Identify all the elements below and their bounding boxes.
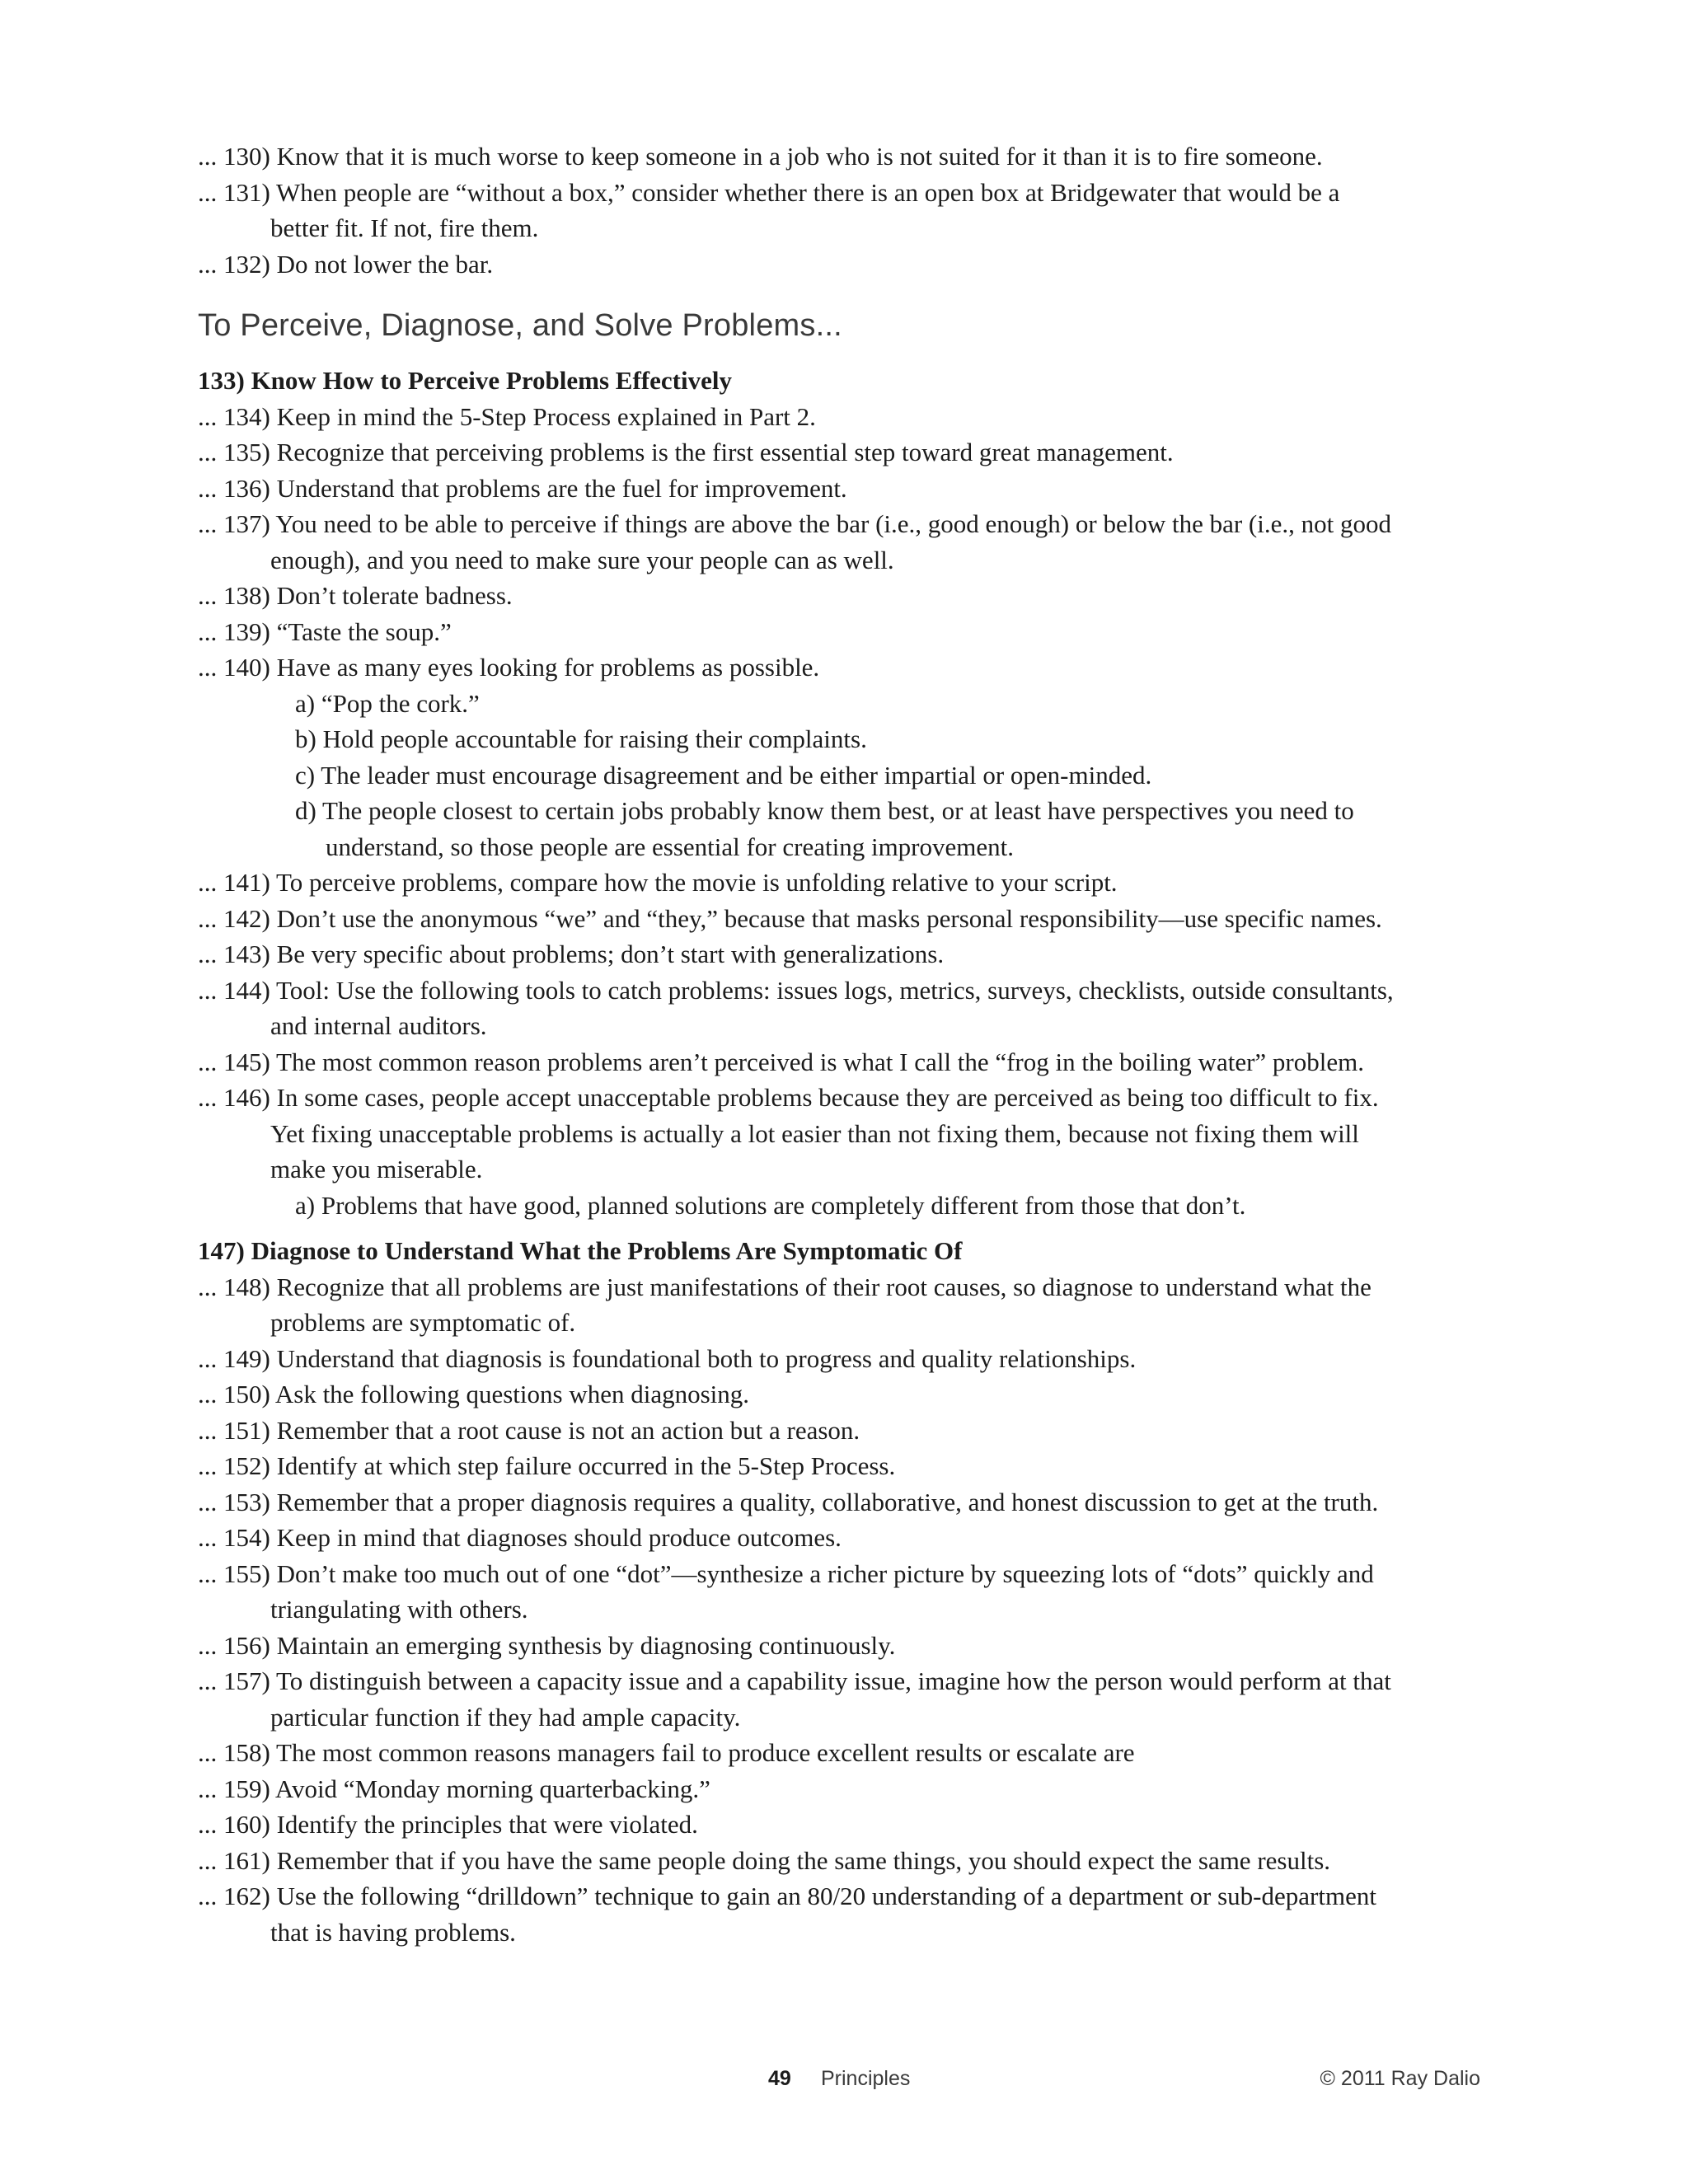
principle-line: that is having problems.: [270, 1917, 516, 1947]
principle-line: ... 159) Avoid “Monday morning quarterbacking.”: [198, 1774, 710, 1803]
principle-line: ... 151) Remember that a root cause is not an action but a reason.: [198, 1415, 860, 1445]
principle-line: ... 158) The most common reasons managers fail to produce excellent results or escalate are: [198, 1738, 1135, 1767]
principle-line: ... 131) When people are “without a box,” consider whether there is an open box at Bridgewater that would be a: [198, 177, 1340, 207]
principle-line: d) The people closest to certain jobs probably know them best, or at least have perspectives you need to: [295, 796, 1354, 825]
footer-copyright: © 2011 Ray Dalio: [1320, 2067, 1480, 2090]
principle-line: ... 132) Do not lower the bar.: [198, 249, 494, 279]
principle-line: ... 149) Understand that diagnosis is foundational both to progress and quality relationships.: [198, 1343, 1137, 1373]
principle-line: ... 145) The most common reason problems aren’t perceived is what I call the “frog in the boiling water” problem.: [198, 1047, 1364, 1076]
principle-line: ... 130) Know that it is much worse to keep someone in a job who is not suited for it than it is to fire someone.: [198, 142, 1323, 171]
principle-line: ... 154) Keep in mind that diagnoses should produce outcomes.: [198, 1523, 842, 1552]
principles-list-147: [198, 1269, 1500, 1951]
principle-line: better fit. If not, fire them.: [270, 213, 539, 242]
page-footer: [0, 2067, 1688, 2100]
principle-heading-133: 133) Know How to Perceive Problems Effectively: [198, 366, 732, 395]
principle-line: and internal auditors.: [270, 1011, 487, 1040]
principle-line: ... 144) Tool: Use the following tools to catch problems: issues logs, metrics, surveys, checklists, outside consultants,: [198, 975, 1394, 1005]
principle-line: ... 153) Remember that a proper diagnosis requires a quality, collaborative, and honest discussion to get at the truth.: [198, 1487, 1379, 1516]
principle-line: understand, so those people are essential for creating improvement.: [326, 832, 1015, 861]
principle-line: ... 160) Identify the principles that were violated.: [198, 1810, 698, 1839]
principle-line: ... 157) To distinguish between a capacity issue and a capability issue, imagine how the person would perform at that: [198, 1666, 1391, 1695]
principle-line: ... 143) Be very specific about problems; don’t start with generalizations.: [198, 940, 945, 968]
principle-line: problems are symptomatic of.: [270, 1308, 576, 1337]
page-number: 49: [768, 2067, 791, 2090]
principle-line: ... 161) Remember that if you have the same people doing the same things, you should expect the same results.: [198, 1845, 1331, 1875]
principles-list-top: [198, 138, 1500, 282]
footer-title: Principles: [821, 2067, 911, 2090]
principle-line: ... 136) Understand that problems are the fuel for improvement.: [198, 473, 847, 503]
document-page: [198, 138, 1500, 1950]
principle-line: Yet fixing unacceptable problems is actually a lot easier than not fixing them, because not fixing them will: [270, 1118, 1359, 1148]
principle-line: a) Problems that have good, planned solutions are completely different from those that don’t.: [295, 1190, 1246, 1220]
principle-line: ... 148) Recognize that all problems are just manifestations of their root causes, so diagnose to understand what the: [198, 1272, 1372, 1301]
principle-line: ... 146) In some cases, people accept unacceptable problems because they are perceived as being too difficult to fix.: [198, 1083, 1379, 1112]
principle-line: particular function if they had ample capacity.: [270, 1702, 741, 1732]
principle-line: ... 142) Don’t use the anonymous “we” and “they,” because that masks personal responsibility—use specific names.: [198, 903, 1382, 933]
principle-line: ... 152) Identify at which step failure occurred in the 5-Step Process.: [198, 1451, 896, 1480]
principle-line: ... 141) To perceive problems, compare how the movie is unfolding relative to your script.: [198, 868, 1118, 897]
principle-line: ... 155) Don’t make too much out of one “dot”—synthesize a richer picture by squeezing lots of “dots” quickly and: [198, 1558, 1374, 1588]
principle-line: ... 137) You need to be able to perceive if things are above the bar (i.e., good enough) or below the bar (i.e., not good: [198, 509, 1391, 538]
principle-heading-147: 147) Diagnose to Understand What the Problems Are Symptomatic Of: [198, 1236, 963, 1265]
principle-line: ... 135) Recognize that perceiving problems is the first essential step toward great management.: [198, 438, 1174, 466]
principle-line: ... 139) “Taste the soup.”: [198, 616, 452, 646]
principle-line: ... 134) Keep in mind the 5-Step Process explained in Part 2.: [198, 401, 816, 431]
principle-line: ... 140) Have as many eyes looking for problems as possible.: [198, 653, 820, 682]
principle-line: ... 138) Don’t tolerate badness.: [198, 581, 513, 610]
principle-line: ... 162) Use the following “drilldown” technique to gain an 80/20 understanding of a department or sub-department: [198, 1882, 1376, 1910]
principle-line: make you miserable.: [270, 1155, 483, 1183]
principle-line: a) “Pop the cork.”: [295, 688, 480, 718]
principle-line: enough), and you need to make sure your people can as well.: [270, 545, 894, 574]
section-title: To Perceive, Diagnose, and Solve Problems...: [198, 308, 842, 343]
principle-line: c) The leader must encourage disagreement and be either impartial or open-minded.: [295, 760, 1152, 790]
principle-line: triangulating with others.: [270, 1595, 528, 1624]
principle-line: ... 156) Maintain an emerging synthesis by diagnosing continuously.: [198, 1630, 896, 1660]
principles-list-133: [198, 399, 1500, 1224]
principle-line: ... 150) Ask the following questions when diagnosing.: [198, 1380, 750, 1408]
principle-line: b) Hold people accountable for raising their complaints.: [295, 724, 867, 753]
